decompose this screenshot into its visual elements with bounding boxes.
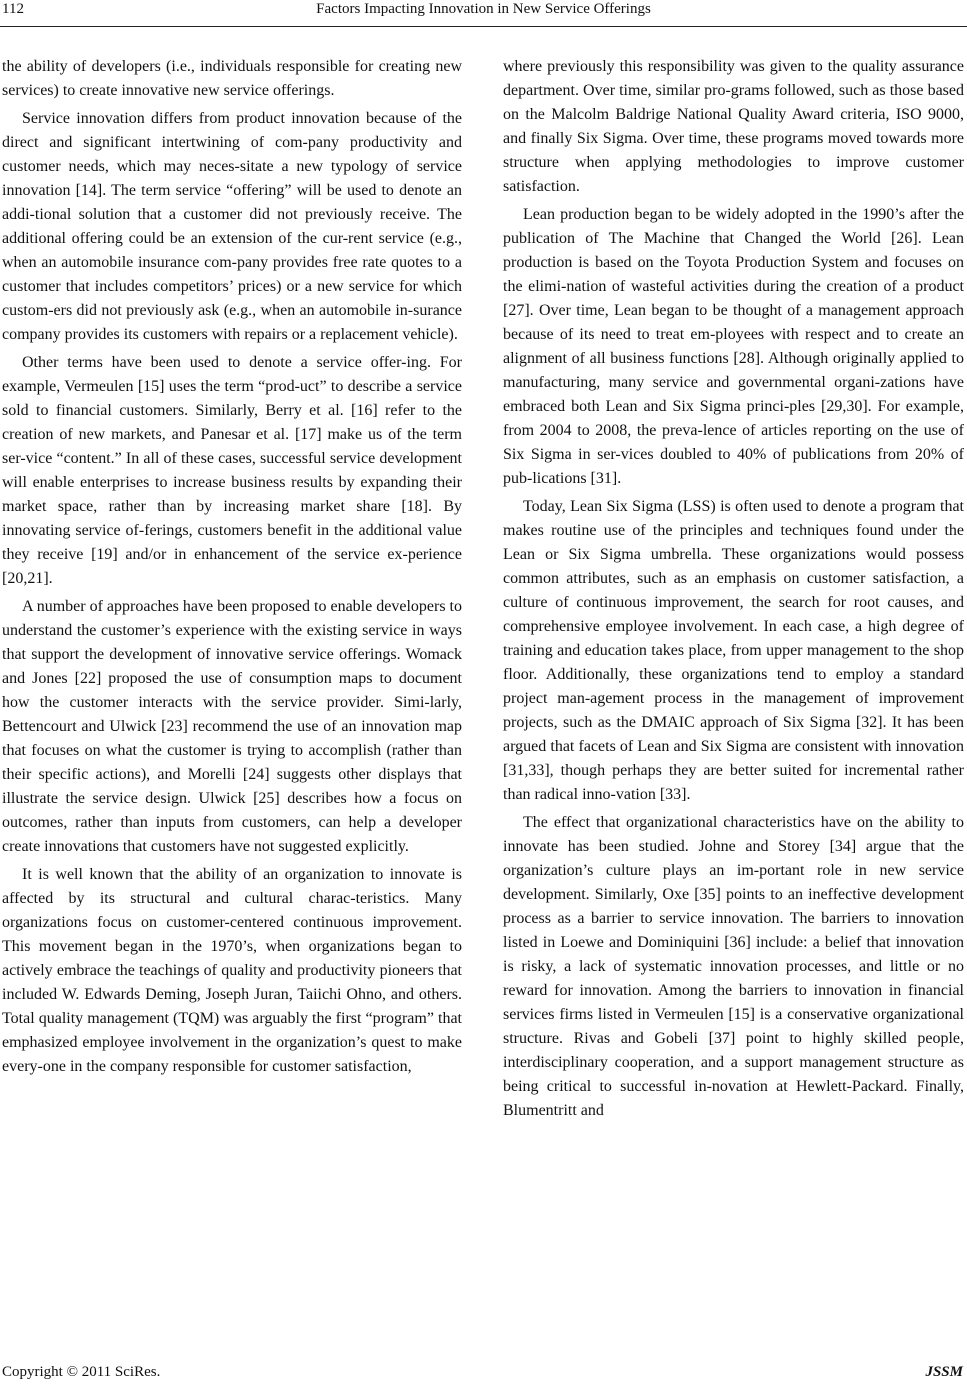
paragraph: the ability of developers (i.e., individuals responsible for creating new services) to create innovative new service offerings.: [2, 58, 462, 99]
page-header: [0, 0, 967, 28]
paragraph: Today, Lean Six Sigma (LSS) is often used to denote a program that makes routine use of the principles and techniques found under the Lean or Six Sigma umbrella. These organizations would possess common attributes, such as an emphasis on customer satisfaction, a culture of continuous improvement, the search for root causes, and comprehensive employee involvement. In each case, a high degree of training and education takes place, from upper management to the shop floor. Additionally, these organizations tend to employ a standard project man-agement process in the management of improvement projects, such as the DMAIC approach of Six Sigma [32]. It has been argued that facets of Lean and Six Sigma are consistent with innovation [31,33], though perhaps they are better suited for incremental rather than radical inno-vation [33].: [503, 498, 964, 803]
page-number: 112: [2, 1, 24, 17]
copyright-notice: Copyright © 2011 SciRes.: [2, 1364, 161, 1380]
header-rule: [0, 26, 967, 27]
paragraph: Service innovation differs from product innovation because of the direct and significant intertwining of com-pany productivity and customer needs, which may neces-sitate a new typology of service innovation [14]. The term service “offering” will be used to denote an addi-tional solution that a customer did not previously receive. The additional offering could be an extension of the cur-rent service (e.g., when an automobile insurance com-pany provides free rate quotes to a customer that includes competitors’ prices) or a new service for which custom-ers did not previously ask (e.g., when an automobile in-surance company provides its customers with repairs or a replacement vehicle).: [2, 110, 462, 343]
paragraph: A number of approaches have been proposed to enable developers to understand the customer’s experience with the existing service in ways that support the development of innovative service offerings. Womack and Jones [22] proposed the use of consumption maps to document how the customer interacts with the service provider. Simi-larly, Bettencourt and Ulwick [23] recommend the use of an innovation map that focuses on what the customer is trying to accomplish (rather than their specific actions), and Morelli [24] suggests other displays that illustrate the service design. Ulwick [25] describes how a focus on outcomes, rather than inputs from customers, can help a developer create innovations that customers have not suggested explicitly.: [2, 598, 462, 855]
paragraph: It is well known that the ability of an organization to innovate is affected by its structural and cultural charac-teristics. Many organizations focus on customer-centered continuous improvement. This movement began in the 1970’s, when organizations began to actively embrace the teachings of quality and productivity pioneers that included W. Edwards Deming, Joseph Juran, Taiichi Ohno, and others. Total quality management (TQM) was arguably the first “program” that emphasized employee involvement in the organization’s quest to make every-one in the company responsible for customer satisfaction,: [2, 866, 462, 1075]
right-column: [503, 55, 964, 1127]
paragraph: where previously this responsibility was given to the quality assurance department. Over time, similar pro-grams followed, such as those based on the Malcolm Baldrige National Quality Award criteria, ISO 9000, and finally Six Sigma. Over time, these programs moved towards more structure when applying methodologies to improve customer satisfaction.: [503, 58, 964, 195]
running-title: Factors Impacting Innovation in New Service Offerings: [316, 1, 651, 17]
page-footer: [0, 1364, 967, 1386]
paragraph: Other terms have been used to denote a service offer-ing. For example, Vermeulen [15] uses the term “prod-uct” to describe a service sold to financial customers. Similarly, Berry et al. [16] refer to the creation of new markets, and Panesar et al. [17] make us of the term ser-vice “content.” In all of these cases, successful service development will enable enterprises to increase business results by expanding their market space, rather than by increasing market share [18]. By innovating service of-ferings, customers benefit in the additional value they receive [19] and/or in enhancement of the service ex-perience [20,21].: [2, 354, 462, 587]
paragraph: Lean production began to be widely adopted in the 1990’s after the publication of The Machine that Changed the World [26]. Lean production is based on the Toyota Production System and focuses on the elimi-nation of wasteful activities during the creation of a product [27]. Over time, Lean began to be thought of a management approach because of its need to treat em-ployees with respect and to create an alignment of all business functions [28]. Although originally applied to manufacturing, many service and governmental organi-zations have embraced both Lean and Six Sigma princi-ples [29,30]. For example, from 2004 to 2008, the preva-lence of articles reporting on the use of Six Sigma in ser-vices doubled to 40% of publications from 20% of pub-lications [31].: [503, 206, 964, 487]
paragraph: The effect that organizational characteristics have on the ability to innovate has been studied. Johne and Storey [34] argue that the organization’s culture plays an im-portant role in new service development. Similarly, Oxe [35] points to an ineffective development process as a barrier to service innovation. The barriers to innovation listed in Loewe and Dominiquini [36] include: a belief that innovation is risky, a lack of systematic innovation processes, and little or no reward for innovation. Among the barriers to innovation in financial services firms listed in Vermeulen [15] is a conservative organizational structure. Rivas and Gobeli [37] point to highly skilled people, interdisciplinary cooperation, and a support management structure as being critical to successful in-novation at Hewlett-Packard. Finally, Blumentritt and: [503, 814, 964, 1119]
journal-name: JSSM: [925, 1364, 963, 1380]
left-column: [2, 55, 462, 1083]
